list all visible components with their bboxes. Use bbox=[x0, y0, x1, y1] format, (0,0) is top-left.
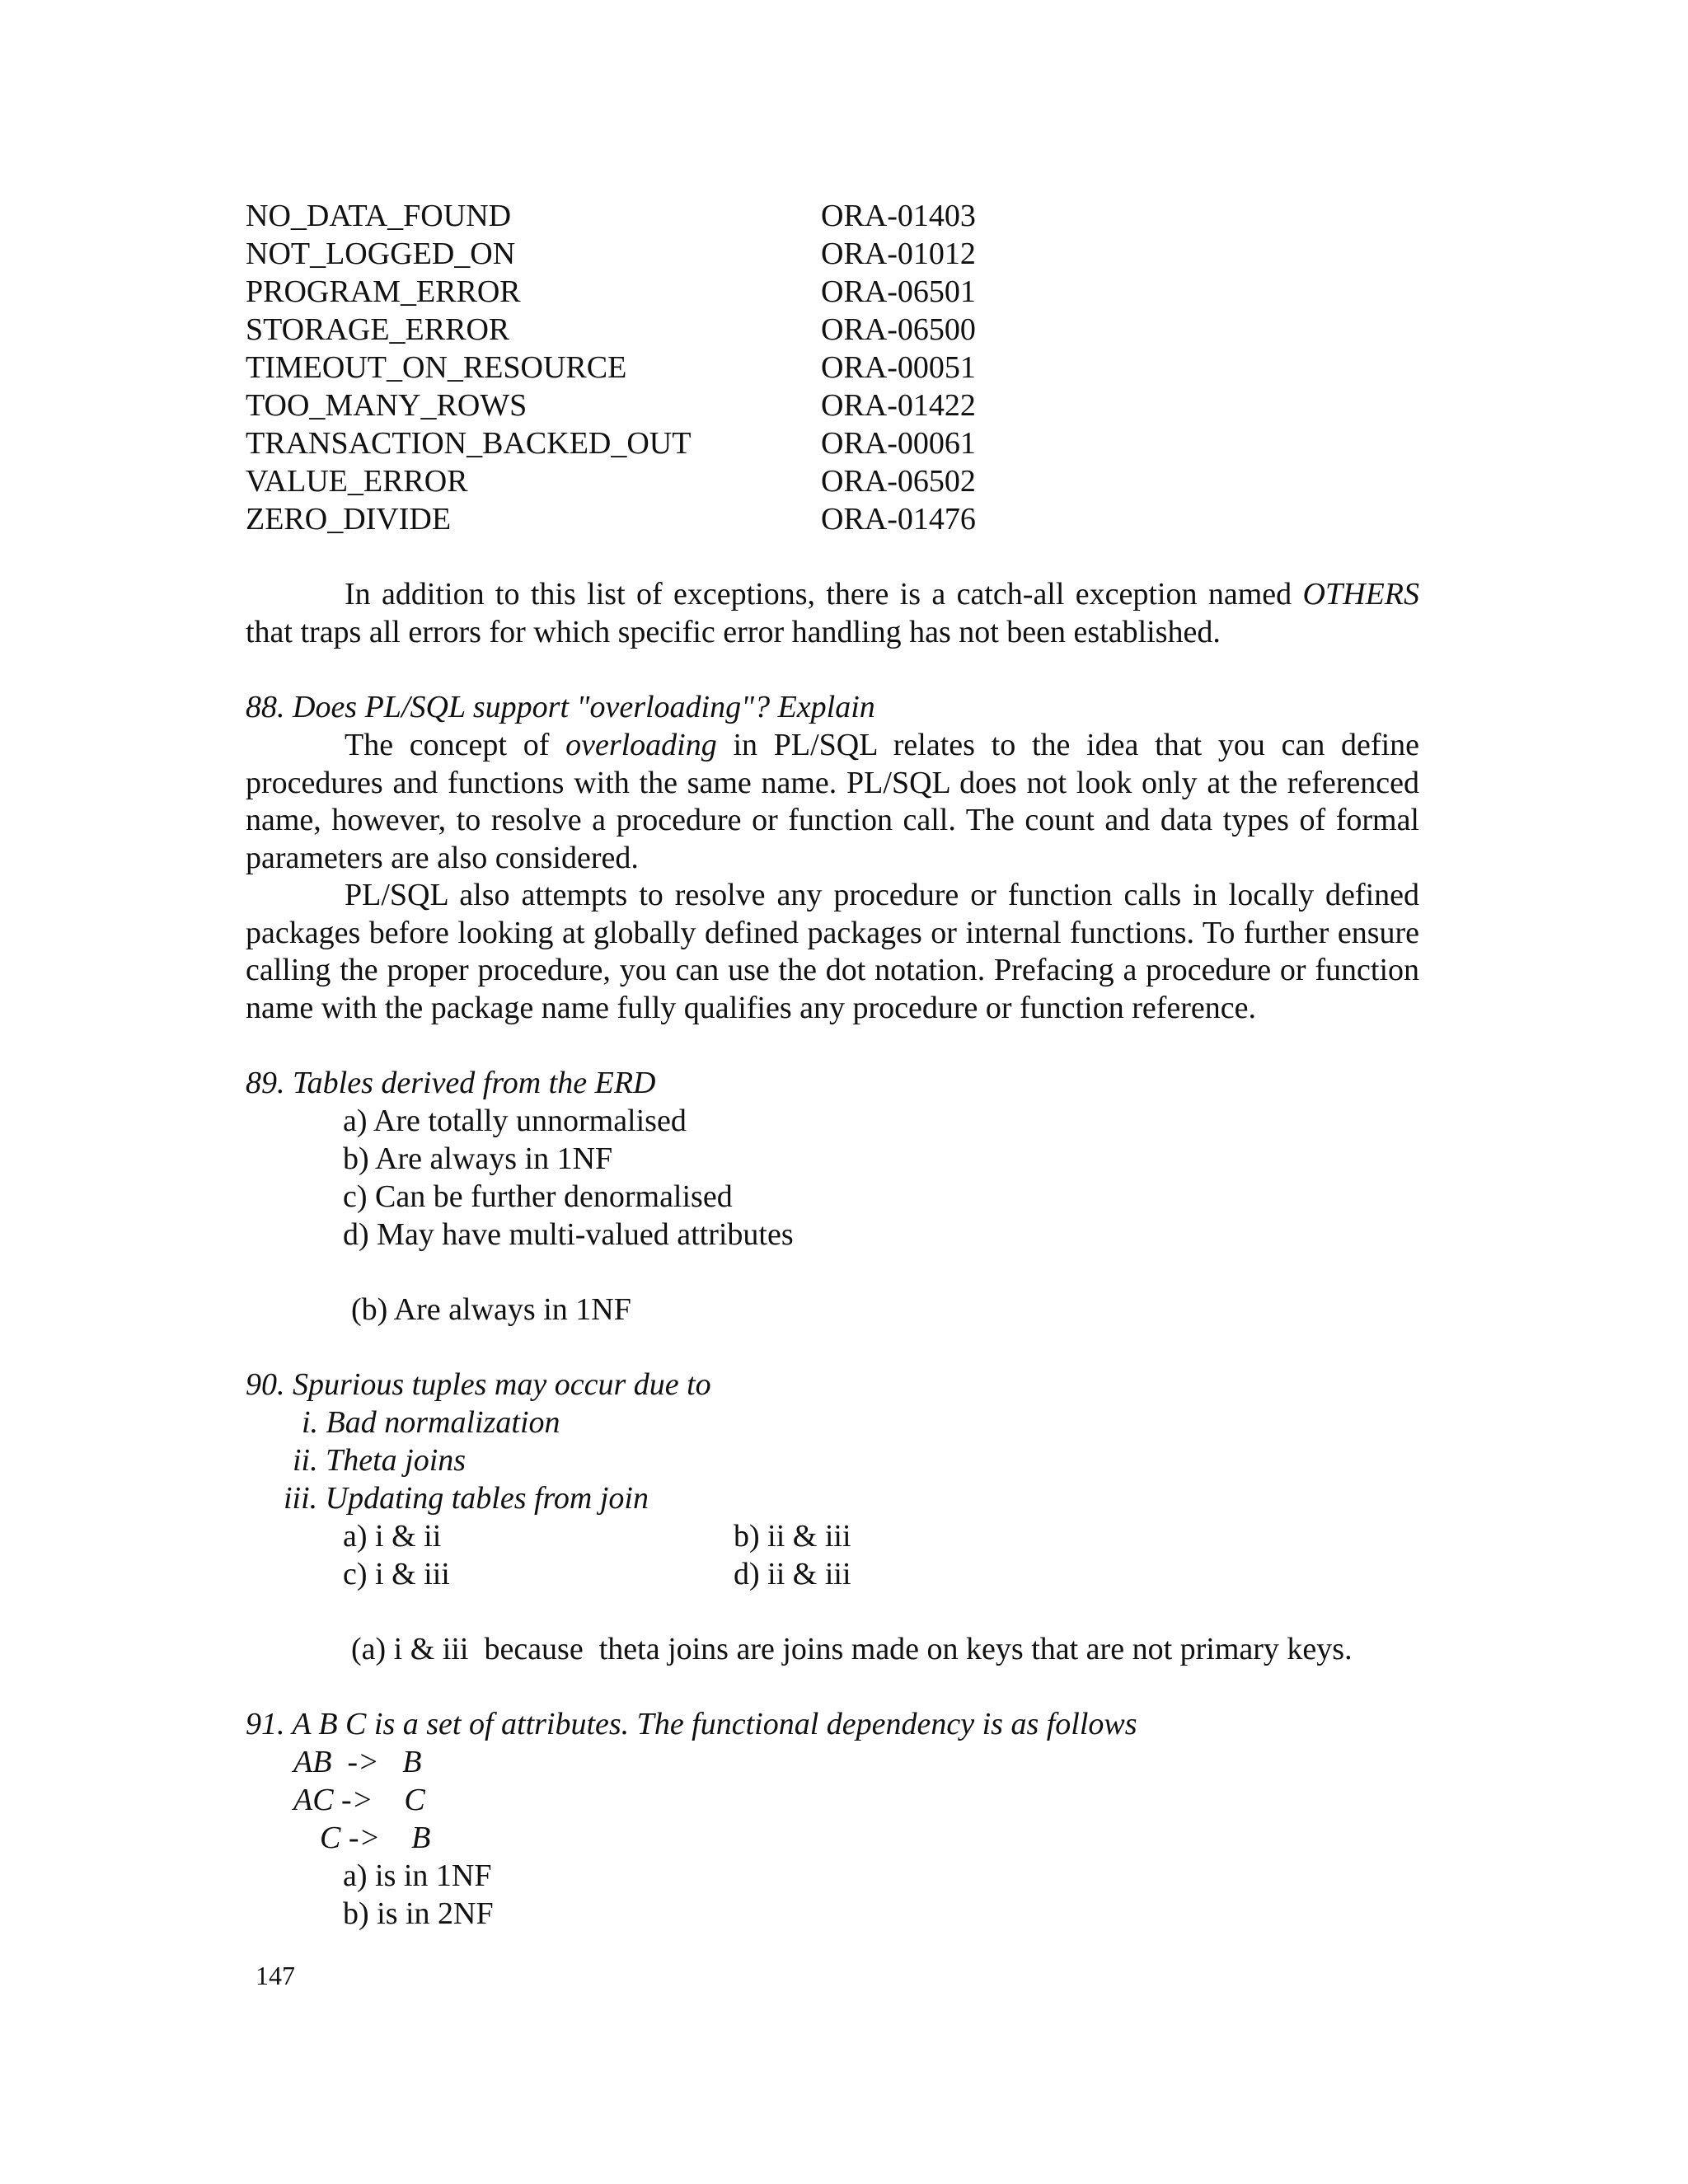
question-88-paragraph-2: PL/SQL also attempts to resolve any procedure or function calls in locally defined packages before looking at globally defined packages or internal functions. To further ensure calling the proper procedure, you can use the dot notation. Prefacing a procedure or function name with the package name fully qualifies any procedure or function reference. bbox=[246, 878, 1419, 1025]
page-number: 147 bbox=[256, 1961, 295, 1990]
exception-name: NOT_LOGGED_ON bbox=[246, 237, 516, 271]
question-89-option-b: b) Are always in 1NF bbox=[343, 1141, 613, 1176]
exception-row bbox=[246, 274, 1070, 312]
question-89-answer: (b) Are always in 1NF bbox=[351, 1292, 631, 1327]
question-90-option-a: a) i & ii bbox=[343, 1519, 442, 1554]
exception-name: STORAGE_ERROR bbox=[246, 312, 510, 347]
exception-code: ORA-06502 bbox=[821, 464, 976, 499]
question-91-dependency-3: C -> B bbox=[320, 1821, 431, 1855]
exception-row bbox=[246, 501, 1070, 539]
exception-row bbox=[246, 198, 1070, 236]
exception-row bbox=[246, 312, 1070, 349]
exception-code: ORA-06501 bbox=[821, 274, 976, 309]
question-90-option-b: b) ii & iii bbox=[734, 1519, 851, 1554]
overloading-term: overloading bbox=[565, 728, 717, 762]
exception-code: ORA-01422 bbox=[821, 388, 976, 423]
exception-row bbox=[246, 236, 1070, 274]
exception-code: ORA-01476 bbox=[821, 502, 976, 537]
exception-name: PROGRAM_ERROR bbox=[246, 274, 521, 309]
question-91-dependency-2: AC -> C bbox=[293, 1783, 425, 1817]
question-90-answer: (a) i & iii because theta joins are joins made on keys that are not primary keys. bbox=[351, 1632, 1353, 1666]
exception-name: TOO_MANY_ROWS bbox=[246, 388, 528, 423]
exception-code: ORA-06500 bbox=[821, 312, 976, 347]
others-keyword: OTHERS bbox=[1302, 577, 1419, 612]
exception-row bbox=[246, 425, 1070, 463]
question-91-option-a: a) is in 1NF bbox=[343, 1858, 492, 1893]
question-91-dependency-1: AB -> B bbox=[293, 1745, 422, 1779]
exception-name: TRANSACTION_BACKED_OUT bbox=[246, 426, 692, 461]
exception-row bbox=[246, 463, 1070, 501]
question-90-heading: 90. Spurious tuples may occur due to bbox=[246, 1367, 711, 1402]
question-89-heading: 89. Tables derived from the ERD bbox=[246, 1066, 656, 1100]
question-90-option-c: c) i & iii bbox=[343, 1557, 450, 1591]
exception-row bbox=[246, 387, 1070, 425]
question-91-heading: 91. A B C is a set of attributes. The functional dependency is as follows bbox=[246, 1707, 1137, 1741]
question-90-option-d: d) ii & iii bbox=[734, 1557, 851, 1591]
question-89-option-d: d) May have multi-valued attributes bbox=[343, 1217, 794, 1252]
question-88-paragraph-1: The concept of overloading in PL/SQL relates to the idea that you can define procedures and functions with the same name. PL/SQL does not look only at the referenced name, however, to resolve a procedure or function call. The count and data types of formal parameters are also considered. bbox=[246, 728, 1419, 875]
question-90-item-ii: ii. Theta joins bbox=[293, 1443, 467, 1478]
exception-code: ORA-00061 bbox=[821, 426, 976, 461]
exception-row bbox=[246, 349, 1070, 387]
question-88-heading: 88. Does PL/SQL support "overloading"? Explain bbox=[246, 690, 875, 724]
exception-name: TIMEOUT_ON_RESOURCE bbox=[246, 350, 627, 385]
others-paragraph: In addition to this list of exceptions, there is a catch-all exception named OTHERS that traps all errors for which specific error handling has not been established. bbox=[246, 577, 1419, 649]
question-90-item-i: i. Bad normalization bbox=[302, 1405, 560, 1440]
exception-code: ORA-00051 bbox=[821, 350, 976, 385]
exception-name: NO_DATA_FOUND bbox=[246, 199, 512, 233]
question-90-item-iii: iii. Updating tables from join bbox=[284, 1481, 649, 1516]
question-91-option-b: b) is in 2NF bbox=[343, 1896, 494, 1931]
question-89-option-c: c) Can be further denormalised bbox=[343, 1179, 733, 1214]
exception-name: ZERO_DIVIDE bbox=[246, 502, 452, 537]
exception-name: VALUE_ERROR bbox=[246, 464, 468, 499]
exception-code: ORA-01012 bbox=[821, 237, 976, 271]
exception-code: ORA-01403 bbox=[821, 199, 976, 233]
question-89-option-a: a) Are totally unnormalised bbox=[343, 1104, 687, 1138]
